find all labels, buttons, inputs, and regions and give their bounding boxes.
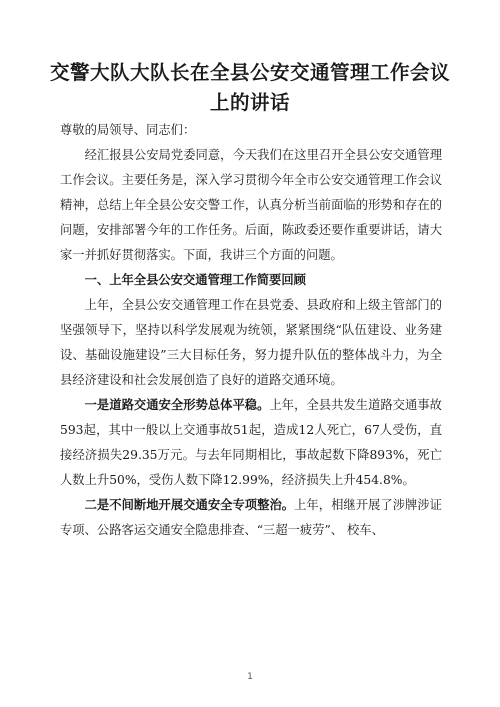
document-title — [40, 58, 460, 118]
point-1-lead: 一是道路交通安全形势总体平稳。 — [84, 398, 270, 412]
point-2-lead: 二是不间断地开展交通安全专项整治。 — [84, 498, 295, 512]
title-line-2: 上的讲话 — [209, 91, 290, 114]
intro-paragraph: 经汇报县公安局党委同意，今天我们在这里召开全县公安交通管理工作会议。主要任务是，深入学习贯彻今年全市公安交通管理工作会议精神，总结上年全县公安交警工作，认真分析当前面临的形势和存在的问题，安排部署今年的工作任务。后面，陈政委还要作重要讲话，请大家一并抓好贯彻落实。下面，我讲三个方面的问题。 — [60, 148, 442, 262]
point-paragraph-2 — [60, 493, 442, 543]
point-2-text: 上年，相继开展了涉牌涉证专项、公路客运交通安全隐患排查、“三超一疲劳”、 校车、 — [60, 498, 442, 537]
point-1-text: 上年，全县共发生道路交通事故593起，其中一般以上交通事故51起，造成12人死亡，67人受伤，直接经济损失29.35万元。与去年同期相比，事故起数下降893%，死亡人数上升50%，受伤人数下降12.99%，经济损失上升454.8%。 — [60, 398, 442, 487]
section-heading: 一、上年全县公安交通管理工作简要回顾 — [84, 273, 306, 287]
title-line-1: 交警大队大队长在全县公安交通管理工作会议 — [49, 61, 450, 84]
point-paragraph-1 — [60, 393, 442, 493]
section-paragraph: 上年，全县公安交通管理工作在县党委、县政府和上级主管部门的坚强领导下，坚持以科学发展观为统领，紧紧围绕“队伍建设、业务建设、基础设施建设”三大目标任务，努力提升队伍的整体战斗力，为全县经济建设和社会发展创造了良好的道路交通环境。 — [60, 298, 442, 387]
salutation: 尊敬的局领导、同志们： — [60, 123, 196, 137]
document-body — [60, 118, 442, 543]
page-number: 1 — [247, 672, 253, 682]
